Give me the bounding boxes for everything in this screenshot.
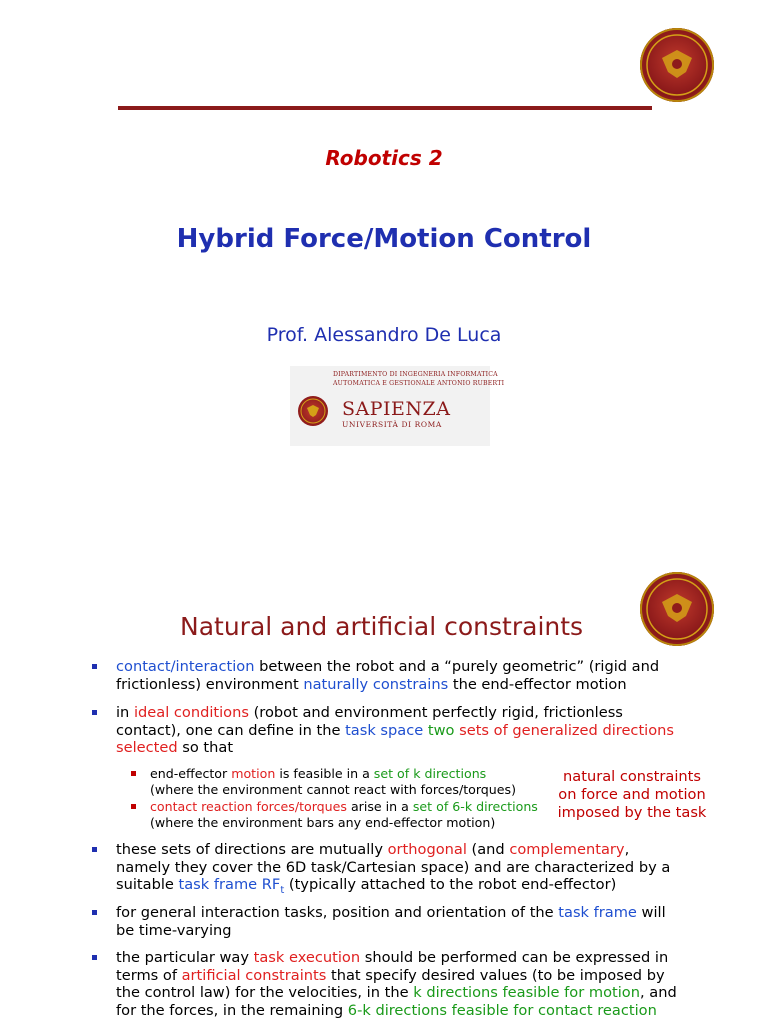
university-subtitle: UNIVERSITÀ DI ROMA [342,420,442,429]
sub-bullet-motion [150,766,550,797]
note-line-2: on force and motion [558,786,706,803]
bullet-text: in [116,704,134,721]
sub-bullet-note: (where the environment bars any end-effector motion) [150,814,496,830]
title-slide [0,0,768,500]
bullet-text: (robot and environment perfectly rigid, frictionless contact), one can define in the [116,704,623,739]
slide-separator [0,500,768,560]
university-seal-icon [640,572,714,646]
bullet-time-varying [116,904,686,939]
bullet-text: will be time-varying [116,904,666,939]
bullet-text: the end-effector motion [448,675,627,693]
term-task-frame [178,876,285,896]
department-line-1: DIPARTIMENTO DI INGEGNERIA INFORMATICA [333,371,498,378]
bullet-text: these sets of directions are mutually [116,841,388,858]
bullet-ideal-conditions [116,704,686,757]
sub-bullet-forces [150,799,550,830]
term-k-directions-motion: k directions feasible for motion [413,984,640,1001]
sub-bullet-text: end-effector [150,766,232,781]
bullet-text: , namely they cover the 6D task/Cartesian space) and are characterized by a suitable [116,841,671,893]
term-motion: motion [231,766,276,781]
task-frame-label: task frame RF [178,876,281,893]
slide-title: Natural and artificial constraints [180,612,584,641]
bullet-text: the particular way [116,949,254,966]
term-complementary: complementary [509,841,625,858]
bullet-text: , and for the forces, in the remaining [116,984,677,1019]
term-task-frame: task frame [558,904,637,921]
course-name: Robotics 2 [325,146,443,170]
term-6-k-directions-reaction: 6-k directions feasible for contact reaction [347,1001,657,1019]
term-task-space: task space [345,721,424,739]
lecture-title: Hybrid Force/Motion Control [176,224,592,254]
term-naturally-constrains: naturally constrains [303,675,449,693]
term-reaction-forces: contact reaction forces/torques [150,799,347,814]
university-name: SAPIENZA [342,398,451,420]
term-sets-of-directions: sets of generalized directions selected [116,721,674,756]
term-artificial-constraints: artificial constraints [181,966,327,984]
department-line-2: AUTOMATICA E GESTIONALE ANTONIO RUBERTI [333,380,505,387]
department-logo [290,366,505,446]
note-line-1: natural constraints [563,768,701,785]
bullet-text: between the robot and a “purely geometric” (rigid and frictionless) environment [116,658,660,693]
term-contact-interaction: contact/interaction [116,658,255,675]
bullet-text: (and [466,841,510,858]
natural-constraints-note [552,768,712,822]
term-ideal-conditions: ideal conditions [133,704,249,721]
sub-bullet-text: arise in a [346,799,413,814]
bullet-orthogonal [116,841,686,899]
term-k-directions: set of k directions [373,766,487,781]
bullet-text: (typically attached to the robot end-effector) [284,876,617,893]
bullet-text: should be performed can be expressed in terms of [116,949,669,984]
sub-bullet-text: is feasible in a [275,766,374,781]
term-two: two [427,721,455,739]
bullet-contact [116,658,686,693]
university-seal-icon [640,28,714,102]
bullet-text: for general interaction tasks, position and orientation of the [116,904,559,921]
bullet-artificial-constraints [116,949,686,1019]
sapienza-seal-icon [298,396,328,426]
task-frame-subscript: t [280,884,285,896]
bullet-text: that specify desired values (to be imposed by the control law) for the velocities, in the [116,966,665,1001]
bullet-text: so that [177,739,234,756]
author-name: Prof. Alessandro De Luca [266,324,502,346]
department-name [333,370,504,388]
term-task-execution: task execution [253,949,361,966]
note-line-3: imposed by the task [557,804,707,821]
term-6-k-directions: set of 6-k directions [412,799,538,814]
content-slide [0,560,768,1024]
term-orthogonal: orthogonal [387,841,467,858]
sub-bullet-note: (where the environment cannot react with forces/torques) [150,781,516,797]
title-divider [118,106,652,110]
